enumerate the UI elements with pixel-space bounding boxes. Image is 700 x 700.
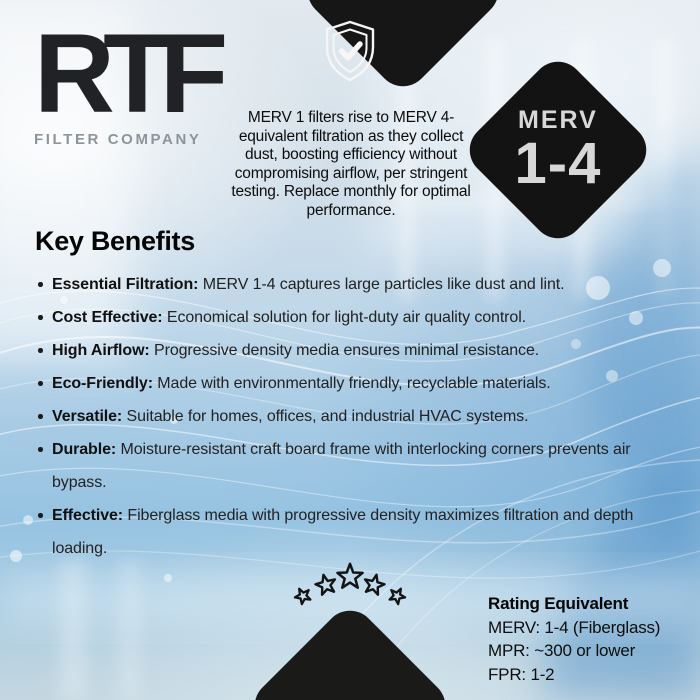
shield-check-icon	[322, 20, 378, 87]
brand-logo	[34, 11, 230, 149]
benefit-item	[35, 268, 663, 301]
benefit-item	[35, 367, 663, 400]
key-benefits-title: Key Benefits	[35, 226, 195, 256]
merv-badge-label: MERV	[518, 105, 598, 134]
logo-text: RTF	[34, 11, 217, 136]
benefit-text: Moisture-resistant craft board frame with interlocking corners prevents air bypass.	[52, 441, 631, 491]
benefit-item	[35, 499, 663, 565]
rating-line-merv: MERV: 1-4 (Fiberglass)	[488, 617, 661, 637]
benefit-item	[35, 400, 663, 433]
benefit-text: MERV 1-4 captures large particles like dust and lint.	[202, 276, 565, 293]
benefit-label: Essential Filtration:	[52, 276, 199, 293]
rating-equivalent-title: Rating Equivalent	[488, 594, 629, 613]
benefit-text: Made with environmentally friendly, recyclable materials.	[157, 375, 551, 392]
benefit-item	[35, 433, 663, 499]
intro-paragraph: MERV 1 filters rise to MERV 4-equivalent filtration as they collect dust, boosting efficiency without compromising airflow, per stringent testing. Replace monthly for optimal performance.	[231, 109, 471, 219]
rating-line-mpr: MPR: ~300 or lower	[488, 641, 636, 660]
benefit-label: Cost Effective:	[52, 309, 163, 326]
benefit-label: High Airflow:	[52, 342, 150, 359]
benefit-label: Effective:	[52, 507, 124, 524]
benefit-text: Fiberglass media with progressive density maximizes filtration and depth loading.	[52, 507, 634, 557]
benefit-text: Progressive density media ensures minimal resistance.	[154, 342, 540, 359]
rating-equivalent-block	[488, 592, 660, 686]
benefit-label: Eco-Friendly:	[52, 375, 153, 392]
benefit-item	[35, 334, 663, 367]
benefit-text: Economical solution for light-duty air quality control.	[166, 309, 527, 326]
logo-subtext: FILTER COMPANY	[34, 131, 202, 149]
benefit-item	[35, 301, 663, 334]
merv-badge-content	[514, 105, 602, 196]
rating-line-fpr: FPR: 1-2	[488, 664, 555, 684]
merv-badge-range: 1-4	[514, 130, 602, 196]
five-stars-icon	[290, 561, 410, 614]
benefit-label: Durable:	[52, 441, 117, 458]
key-benefits-list	[35, 268, 663, 565]
benefit-label: Versatile:	[52, 408, 123, 425]
benefit-text: Suitable for homes, offices, and industrial HVAC systems.	[126, 408, 529, 425]
